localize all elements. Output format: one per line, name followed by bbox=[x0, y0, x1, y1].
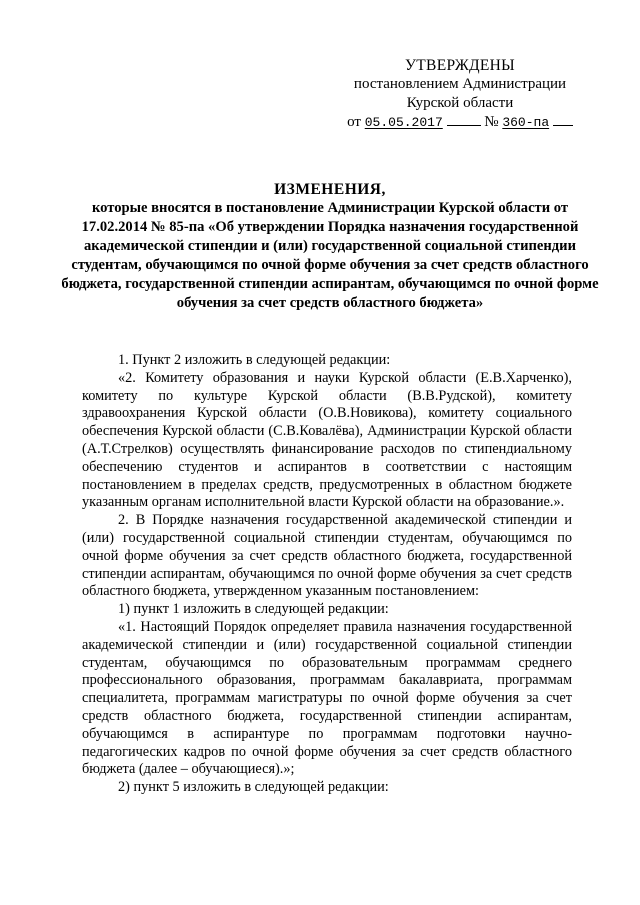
paragraph: «1. Настоящий Порядок определяет правила назначения государственной академической стипендии и (или) государственной социальной стипендии студентам, обучающимся по образовательным программам среднего профессионального образования, программам бакалавриата, программам специалитета, программам магистратуры по очной форме обучения за счет средств областного бюджета, государственной стипендии аспирантам, обучающимся в аспирантуре по программам подготовки научно-педагогических кадров по очной форме обучения за счет средств областного бюджета (далее – обучающиеся).»; bbox=[82, 618, 572, 778]
number-underline bbox=[553, 113, 573, 126]
approval-date: 05.05.2017 bbox=[364, 115, 443, 130]
approval-date-line bbox=[330, 113, 590, 132]
paragraph: 1. Пункт 2 изложить в следующей редакции: bbox=[118, 352, 391, 368]
paragraph: 2) пункт 5 изложить в следующей редакции: bbox=[118, 779, 389, 796]
document-body bbox=[82, 352, 572, 797]
approval-line-2: Курской области bbox=[406, 95, 514, 111]
date-underline bbox=[447, 113, 481, 126]
document-title bbox=[60, 180, 600, 313]
approval-block bbox=[330, 56, 590, 132]
title-subtitle: которые вносятся в постановление Администрации Курской области от 17.02.2014 № 85-па «Об утверждении Порядка назначения государственной академической стипендии и (или) государственной социальной стипендии студентам, обучающимся по очной форме обучения за счет средств областного бюджета, государственной стипендии аспирантам, обучающимся по очной форме обучения за счет средств областного бюджета» bbox=[61, 200, 599, 311]
approval-line-1: постановлением Администрации bbox=[353, 76, 567, 92]
paragraph: 2. В Порядке назначения государственной академической стипендии и (или) государственной социальной стипендии студентам, обучающимся по очной форме обучения за счет средств областного бюджета, государственной стипендии аспирантам, обучающимся по очной форме обучения за счет средств областного бюджета, утвержденном указанным постановлением: bbox=[82, 512, 572, 600]
approval-heading: УТВЕРЖДЕНЫ bbox=[405, 57, 515, 74]
number-prefix: № bbox=[484, 114, 499, 130]
paragraph: «2. Комитету образования и науки Курской области (Е.В.Харченко), комитету по культуре Курской области (В.В.Рудской), комитету здравоохранения Курской области (О.В.Новикова), комитету социального обеспечения Курской области (С.В.Ковалёва), Администрации Курской области (А.Т.Стрелков) осуществлять финансирование расходов по стипендиальному обеспечению студентов и аспирантов в соответствии с настоящим постановлением в пределах средств, предусмотренных в областном бюджете указанным органам исполнительной власти Курской области на образование.». bbox=[82, 369, 572, 511]
date-prefix: от bbox=[347, 114, 361, 130]
paragraph: 1) пункт 1 изложить в следующей редакции: bbox=[118, 601, 389, 618]
title-main: ИЗМЕНЕНИЯ, bbox=[274, 181, 386, 198]
approval-number: 360-па bbox=[502, 115, 550, 130]
